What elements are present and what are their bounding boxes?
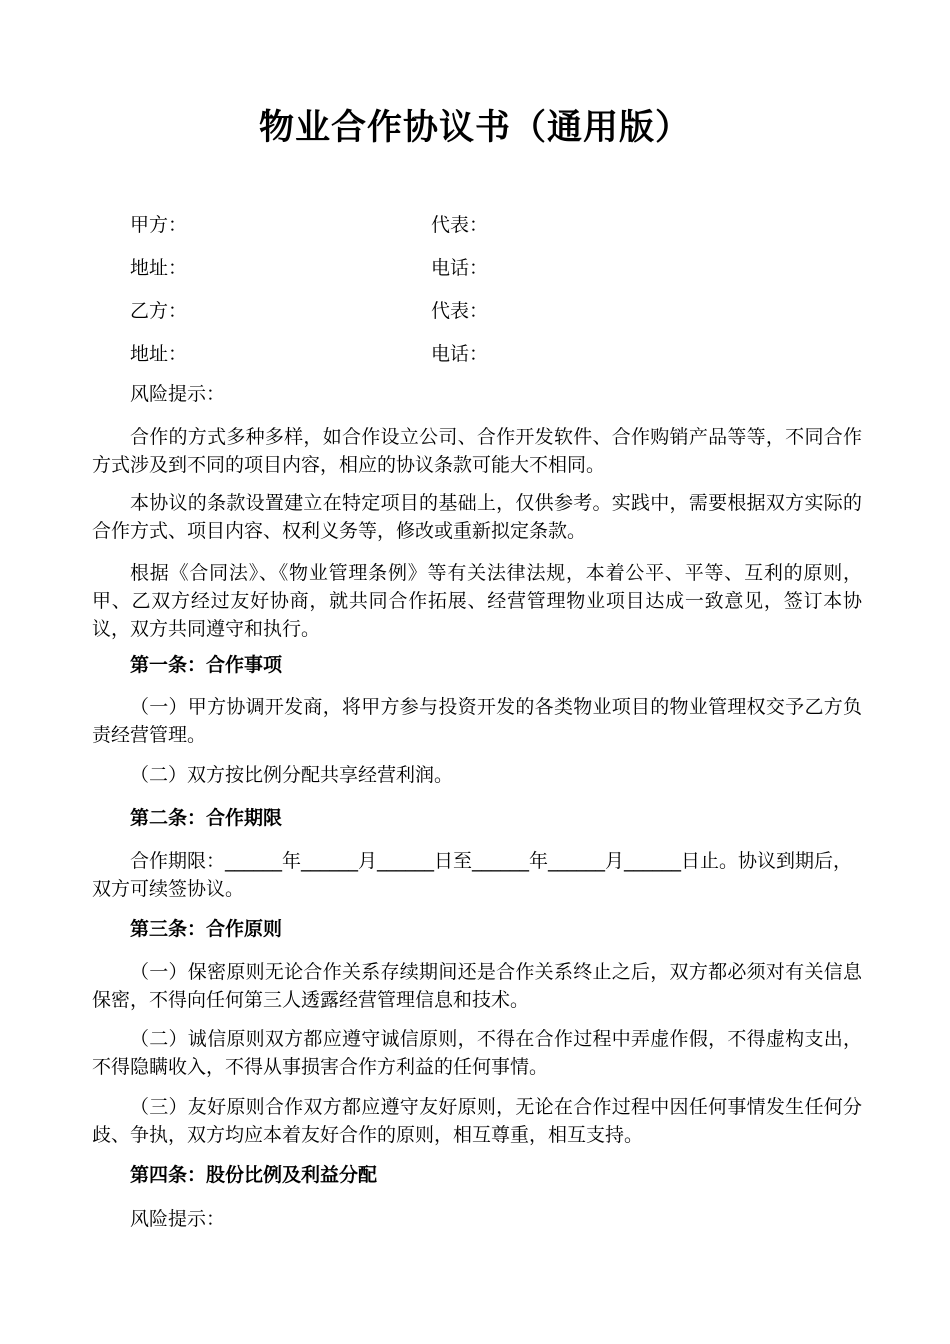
article-1-heading: 第一条：合作事项: [130, 654, 283, 676]
article-4-heading: 第四条：股份比例及利益分配: [130, 1164, 378, 1186]
article-2-heading: 第二条：合作期限: [130, 807, 283, 829]
article-3-heading: 第三条：合作原则: [130, 918, 283, 940]
article-2-text: 合作期限：______年______月______日至______年______月______日止。协议到期后，双方可续签协议。: [92, 850, 853, 900]
party-a-address-label: 地址：: [130, 257, 188, 279]
article-1-item-1: （一）甲方协调开发商，将甲方参与投资开发的各类物业项目的物业管理权交予乙方负责经营管理。: [92, 696, 862, 746]
party-row-a-address: [130, 253, 850, 279]
party-b-label: 乙方：: [130, 300, 188, 322]
article-1-item-2: （二）双方按比例分配共享经营利润。: [130, 764, 454, 786]
risk-paragraph-1: 合作的方式多种多样，如合作设立公司、合作开发软件、合作购销产品等等，不同合作方式涉及到不同的项目内容，相应的协议条款可能大不相同。: [92, 426, 862, 476]
party-a-label: 甲方：: [130, 214, 188, 236]
article-3-item-2: （二）诚信原则双方都应遵守诚信原则，不得在合作过程中弄虚作假，不得虚构支出，不得隐瞒收入，不得从事损害合作方利益的任何事情。: [92, 1028, 862, 1078]
risk-paragraph-2: 本协议的条款设置建立在特定项目的基础上，仅供参考。实践中，需要根据双方实际的合作方式、项目内容、权利义务等，修改或重新拟定条款。: [92, 492, 862, 542]
risk-label-2: 风险提示：: [130, 1208, 226, 1230]
party-row-a: [130, 210, 850, 236]
party-a-representative-label: 代表：: [431, 214, 489, 236]
risk-label-1: 风险提示：: [130, 383, 226, 405]
party-row-b-address: [130, 339, 850, 365]
party-a-phone-label: 电话：: [431, 257, 489, 279]
article-3-item-1: （一）保密原则无论合作关系存续期间还是合作关系终止之后，双方都必须对有关信息保密，不得向任何第三人透露经营管理信息和技术。: [92, 961, 862, 1011]
party-b-phone-label: 电话：: [431, 343, 489, 365]
preamble-paragraph: 根据《合同法》、《物业管理条例》等有关法律法规，本着公平、平等、互利的原则，甲、乙双方经过友好协商，就共同合作拓展、经营管理物业项目达成一致意见，签订本协议，双方共同遵守和执行。: [92, 562, 862, 640]
party-row-b: [130, 296, 850, 322]
article-3-item-3: （三）友好原则合作双方都应遵守友好原则，无论在合作过程中因任何事情发生任何分歧、争执，双方均应本着友好合作的原则，相互尊重，相互支持。: [92, 1096, 862, 1146]
party-b-representative-label: 代表：: [431, 300, 489, 322]
party-b-address-label: 地址：: [130, 343, 188, 365]
document-title: 物业合作协议书（通用版）: [258, 108, 691, 148]
